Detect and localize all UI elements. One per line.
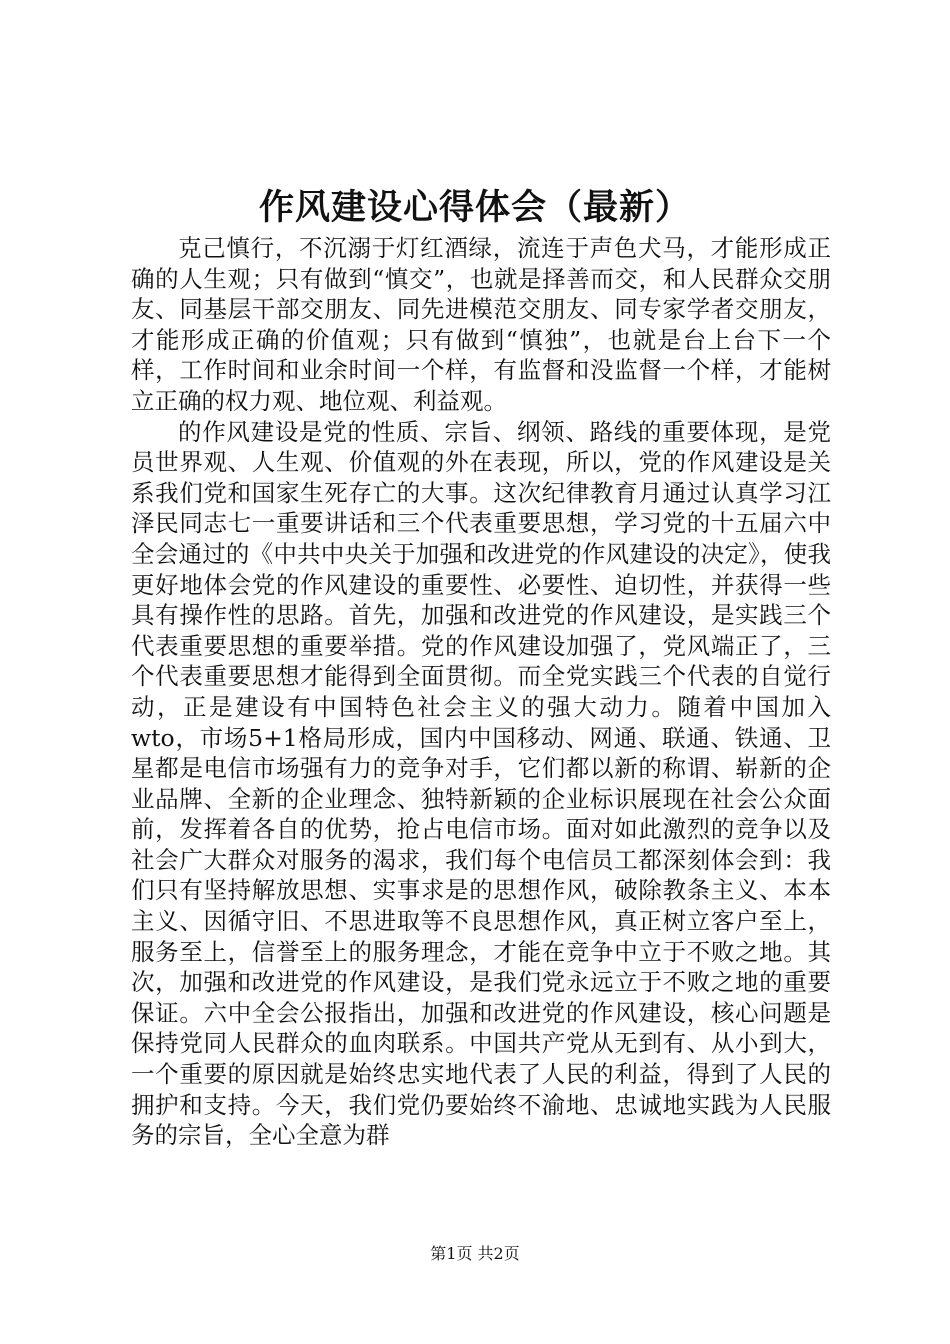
document-body bbox=[131, 233, 831, 1151]
page-footer: 第1页 共2页 bbox=[430, 1244, 520, 1263]
paragraph: 的作风建设是党的性质、宗旨、纲领、路线的重要体现，是党员世界观、人生观、价值观的外在表现，所以，党的作风建设是关系我们党和国家生死存亡的大事。这次纪律教育月通过认真学习江泽民同志七一重要讲话和三个代表重要思想，学习党的十五届六中全会通过的《中共中央关于加强和改进党的作风建设的决定》，使我更好地体会党的作风建设的重要性、必要性、迫切性，并获得一些具有操作性的思路。首先，加强和改进党的作风建设，是实践三个代表重要思想的重要举措。党的作风建设加强了，党风端正了，三个代表重要思想才能得到全面贯彻。而全党实践三个代表的自觉行动，正是建设有中国特色社会主义的强大动力。随着中国加入wto，市场5+1格局形成，国内中国移动、网通、联通、铁通、卫星都是电信市场强有力的竞争对手，它们都以新的称谓、崭新的企业品牌、全新的企业理念、独特新颖的企业标识展现在社会公众面前，发挥着各自的优势，抢占电信市场。面对如此激烈的竞争以及社会广大群众对服务的渴求，我们每个电信员工都深刻体会到：我们只有坚持解放思想、实事求是的思想作风，破除教条主义、本本主义、因循守旧、不思进取等不良思想作风，真正树立客户至上，服务至上，信誉至上的服务理念，才能在竞争中立于不败之地。其次，加强和改进党的作风建设，是我们党永远立于不败之地的重要保证。六中全会公报指出，加强和改进党的作风建设，核心问题是保持党同人民群众的血肉联系。中国共产党从无到有、从小到大，一个重要的原因就是始终忠实地代表了人民的利益，得到了人民的拥护和支持。今天，我们党仍要始终不渝地、忠诚地实践为人民服务的宗旨，全心全意为群 bbox=[131, 417, 831, 1150]
document-title: 作风建设心得体会（最新） bbox=[258, 187, 691, 228]
paragraph: 克己慎行，不沉溺于灯红酒绿，流连于声色犬马，才能形成正确的人生观；只有做到“慎交”，也就是择善而交，和人民群众交朋友、同基层干部交朋友、同先进模范交朋友、同专家学者交朋友，才能形成正确的价值观；只有做到“慎独”，也就是台上台下一个样，工作时间和业余时间一个样，有监督和没监督一个样，才能树立正确的权力观、地位观、利益观。 bbox=[131, 234, 831, 415]
